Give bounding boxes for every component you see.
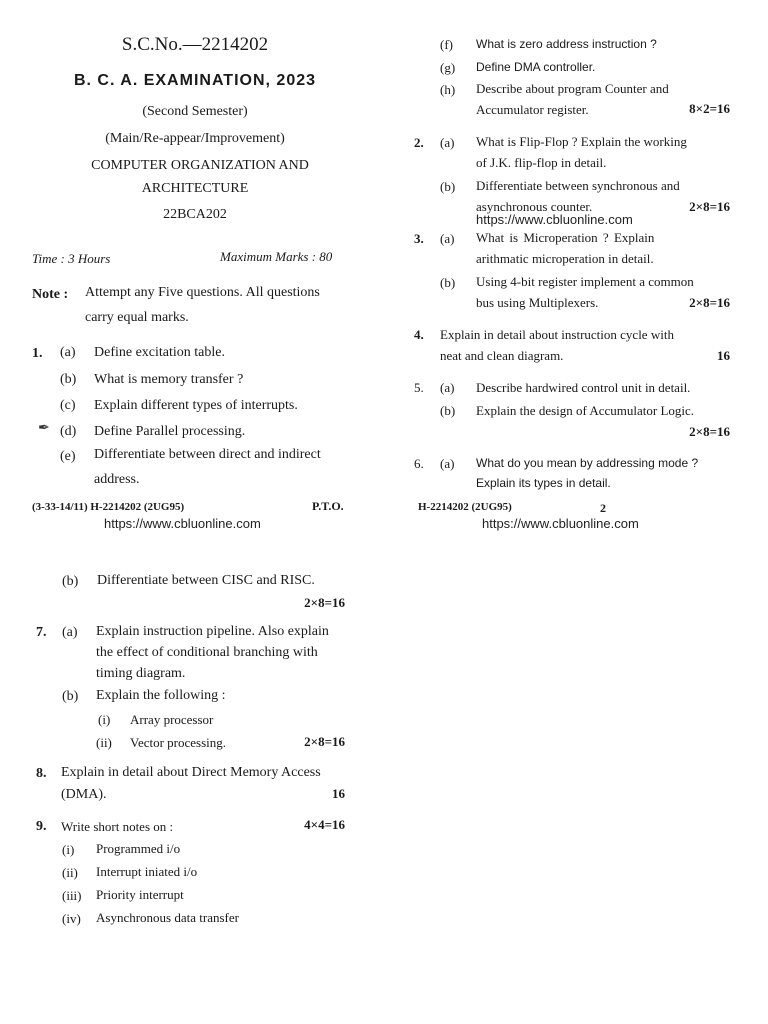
q6-number: 6.	[414, 456, 424, 471]
q6-marks: 2×8=16	[304, 595, 345, 610]
q5a-text: Describe hardwired control unit in detail.	[476, 380, 691, 395]
q7b-label: (b)	[62, 689, 79, 704]
q8-number: 8.	[36, 766, 47, 781]
note-line-2: carry equal marks.	[85, 310, 189, 325]
subject-line-2: ARCHITECTURE	[141, 181, 249, 196]
q1e-text-1: Differentiate between direct and indirect	[94, 447, 321, 462]
exam-title: B. C. A. EXAMINATION, 2023	[73, 72, 317, 89]
footer-url-2[interactable]: https://www.cbluonline.com	[476, 212, 633, 227]
q2b-text-2: asynchronous counter.	[476, 199, 593, 214]
page-number: 2	[600, 501, 606, 515]
q7b-ii-label: (ii)	[96, 735, 112, 750]
q4-text-2: neat and clean diagram.	[440, 348, 564, 363]
q6a-text-2: Explain its types in detail.	[476, 476, 611, 490]
note-line-1: Attempt any Five questions. All questions	[85, 285, 320, 300]
q2-marks: 2×8=16	[689, 199, 730, 214]
max-marks-label: Maximum Marks : 80	[220, 249, 333, 264]
q2a-label: (a)	[440, 135, 455, 150]
q7a-label: (a)	[62, 625, 78, 640]
q4-text-1: Explain in detail about instruction cycle with	[440, 327, 674, 342]
page-1-footer-code: (3-33-14/11) H-2214202 (2UG95)	[32, 501, 185, 513]
q2a-text-2: of J.K. flip-flop in detail.	[476, 155, 607, 170]
course-code: 22BCA202	[163, 207, 227, 222]
q7b-i-text: Array processor	[130, 712, 214, 727]
q1g-text: Define DMA controller.	[476, 60, 596, 74]
exam-type: (Main/Re-appear/Improvement)	[105, 131, 285, 146]
q8-marks: 16	[332, 786, 345, 801]
q2a-text-1: What is Flip-Flop ? Explain the working	[476, 134, 687, 149]
q1f-label: (f)	[440, 37, 453, 52]
q9-iv-text: Asynchronous data transfer	[96, 910, 239, 925]
q7a-text-2: the effect of conditional branching with	[96, 645, 318, 660]
q9-ii-text: Interrupt iniated i/o	[96, 864, 198, 879]
q5b-text: Explain the design of Accumulator Logic.	[476, 403, 695, 418]
q9-iv-label: (iv)	[62, 911, 81, 926]
q3a-text-1: What is Microperation ? Explain	[476, 230, 655, 245]
time-label: Time : 3 Hours	[32, 251, 111, 266]
q1c-text: Explain different types of interrupts.	[94, 398, 298, 413]
q9-marks: 4×4=16	[304, 817, 345, 832]
q6b-text: Differentiate between CISC and RISC.	[97, 573, 315, 588]
q3b-text-1: Using 4-bit register implement a common	[476, 274, 694, 289]
q3a-text-2: arithmatic microperation in detail.	[476, 251, 654, 266]
q1b-text: What is memory transfer ?	[94, 372, 244, 387]
footer-url-1[interactable]: https://www.cbluonline.com	[104, 516, 261, 531]
q7-marks: 2×8=16	[304, 734, 345, 749]
q7a-text-3: timing diagram.	[96, 666, 186, 681]
q1e-text-2: address.	[94, 472, 140, 487]
q1e-label: (e)	[60, 449, 76, 464]
note-label: Note :	[32, 287, 69, 302]
q2-number: 2.	[414, 135, 424, 150]
semester: (Second Semester)	[142, 104, 248, 119]
q5a-label: (a)	[440, 380, 455, 395]
q6b-label: (b)	[62, 574, 79, 589]
q7b-text: Explain the following :	[96, 688, 226, 703]
q1b-label: (b)	[60, 372, 77, 387]
q7a-text-1: Explain instruction pipeline. Also explain	[96, 624, 329, 639]
q1-marks: 8×2=16	[689, 101, 730, 116]
q1f-text: What is zero address instruction ?	[476, 37, 657, 51]
q8-text-1: Explain in detail about Direct Memory Access	[61, 765, 321, 780]
q1d-label: (d)	[60, 424, 77, 439]
q7-number: 7.	[36, 625, 47, 640]
q8-text-2: (DMA).	[61, 787, 107, 802]
q4-marks: 16	[717, 348, 730, 363]
q1h-label: (h)	[440, 82, 456, 97]
q9-i-text: Programmed i/o	[96, 841, 181, 856]
q4-number: 4.	[414, 327, 424, 342]
q2b-text-1: Differentiate between synchronous and	[476, 178, 680, 193]
page-2-footer-code: H-2214202 (2UG95)	[418, 501, 512, 513]
q1a-text: Define excitation table.	[94, 345, 225, 360]
subject-line-1: COMPUTER ORGANIZATION AND	[91, 158, 309, 173]
q3b-label: (b)	[440, 275, 456, 290]
q1h-text-2: Accumulator register.	[476, 102, 589, 117]
sc-number: S.C.No.—2214202	[121, 34, 269, 55]
q7b-i-label: (i)	[98, 712, 111, 727]
q1-number: 1.	[32, 346, 43, 361]
q5b-label: (b)	[440, 403, 456, 418]
q1d-text: Define Parallel processing.	[94, 424, 246, 439]
q1h-text-1: Describe about program Counter and	[476, 81, 669, 96]
q5-number: 5.	[414, 380, 424, 395]
q3-marks: 2×8=16	[689, 295, 730, 310]
q9-iii-text: Priority interrupt	[96, 887, 184, 902]
pen-mark-icon: ✒	[38, 421, 50, 436]
q3-number: 3.	[414, 231, 424, 246]
q9-i-label: (i)	[62, 842, 75, 857]
pto-label: P.T.O.	[312, 499, 344, 513]
q7b-ii-text: Vector processing.	[130, 735, 227, 750]
footer-url-3[interactable]: https://www.cbluonline.com	[482, 516, 639, 531]
q5-marks: 2×8=16	[689, 424, 730, 439]
q9-iii-label: (iii)	[62, 888, 82, 903]
q6a-text-1: What do you mean by addressing mode ?	[476, 456, 699, 470]
q1g-label: (g)	[440, 60, 456, 75]
q6a-label: (a)	[440, 456, 455, 471]
q2b-label: (b)	[440, 179, 456, 194]
q1c-label: (c)	[60, 398, 76, 413]
q3a-label: (a)	[440, 231, 455, 246]
q1a-label: (a)	[60, 345, 76, 360]
q3b-text-2: bus using Multiplexers.	[476, 295, 599, 310]
q9-number: 9.	[36, 819, 47, 834]
q9-ii-label: (ii)	[62, 865, 78, 880]
q9-text: Write short notes on :	[61, 819, 174, 834]
